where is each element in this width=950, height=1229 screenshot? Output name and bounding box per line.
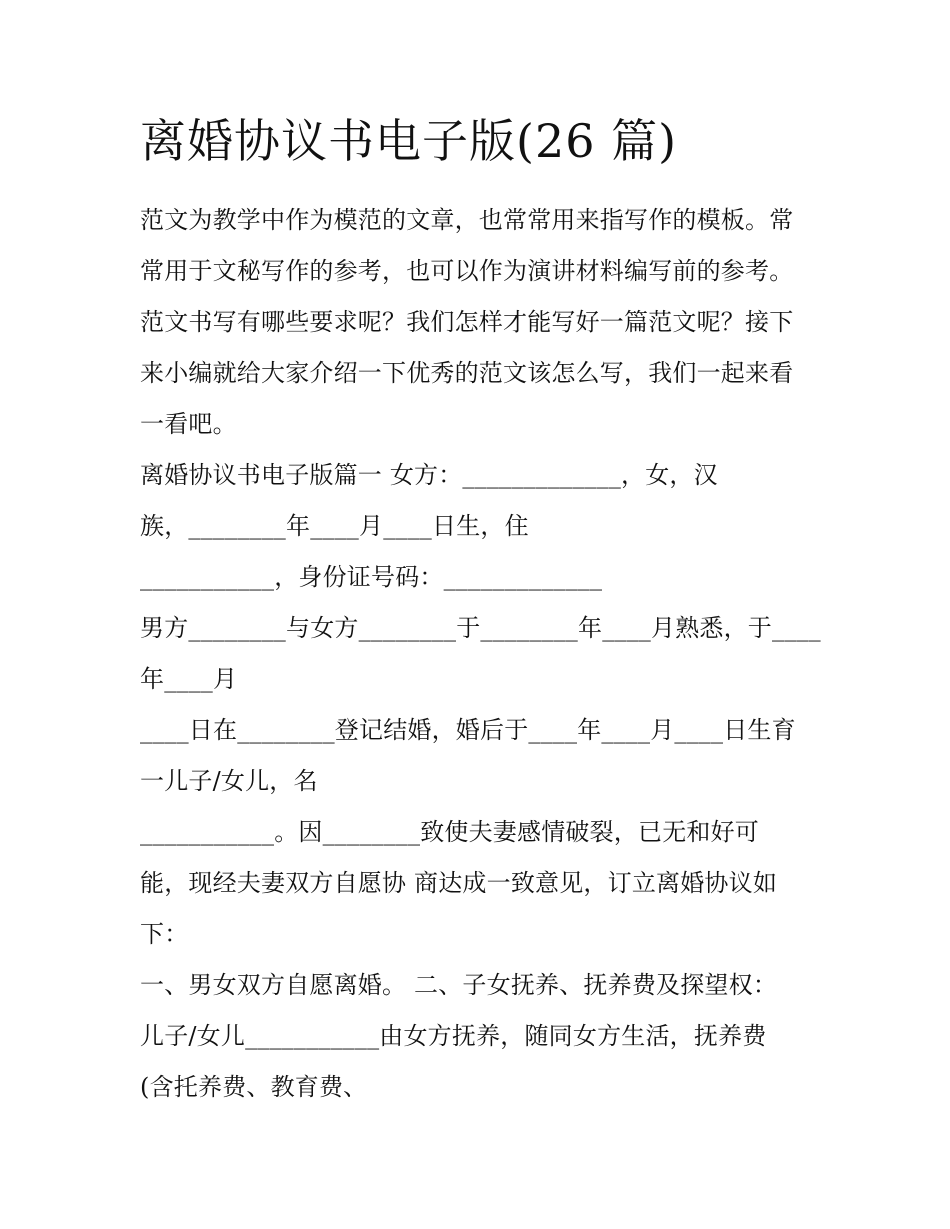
text-line: 范文为教学中作为模范的文章，也常常用来指写作的模板。常 [140,206,794,234]
text-line: 一儿子/女儿，名 [140,767,318,795]
text-line: 能，现经夫妻双方自愿协 商达成一致意见，订立离婚协议如 [140,869,778,897]
text-line: 年____月 [140,665,238,693]
text-line: 下： [140,920,189,948]
text-line: 儿子/女儿___________由女方抚养，随同女方生活，抚养费 [140,1022,767,1050]
text-line: 范文书写有哪些要求呢？我们怎样才能写好一篇范文呢？接下 [140,308,794,336]
text-line: ____日在________登记结婚，婚后于____年____月____日生育 [140,716,796,744]
text-line: 族，________年____月____日生，住 [140,512,529,540]
text-line: 一看吧。 [140,410,237,438]
text-line: 来小编就给大家介绍一下优秀的范文该怎么写，我们一起来看 [140,359,794,387]
text-line: 一、男女双方自愿离婚。 二、子女抚养、抚养费及探望权： [140,971,778,999]
text-line: 男方________与女方________于________年____月熟悉，于____ [140,614,821,642]
text-line: 离婚协议书电子版篇一 女方：_____________，女，汉 [140,461,718,489]
text-line: (含托养费、教育费、 [140,1073,368,1101]
text-line: ___________。因________致使夫妻感情破裂，已无和好可 [140,818,759,846]
text-line: 常用于文秘写作的参考，也可以作为演讲材料编写前的参考。 [140,257,794,285]
text-line: ___________，身份证号码：_____________ [140,563,603,591]
document-title: 离婚协议书电子版(26 篇) [140,114,678,168]
